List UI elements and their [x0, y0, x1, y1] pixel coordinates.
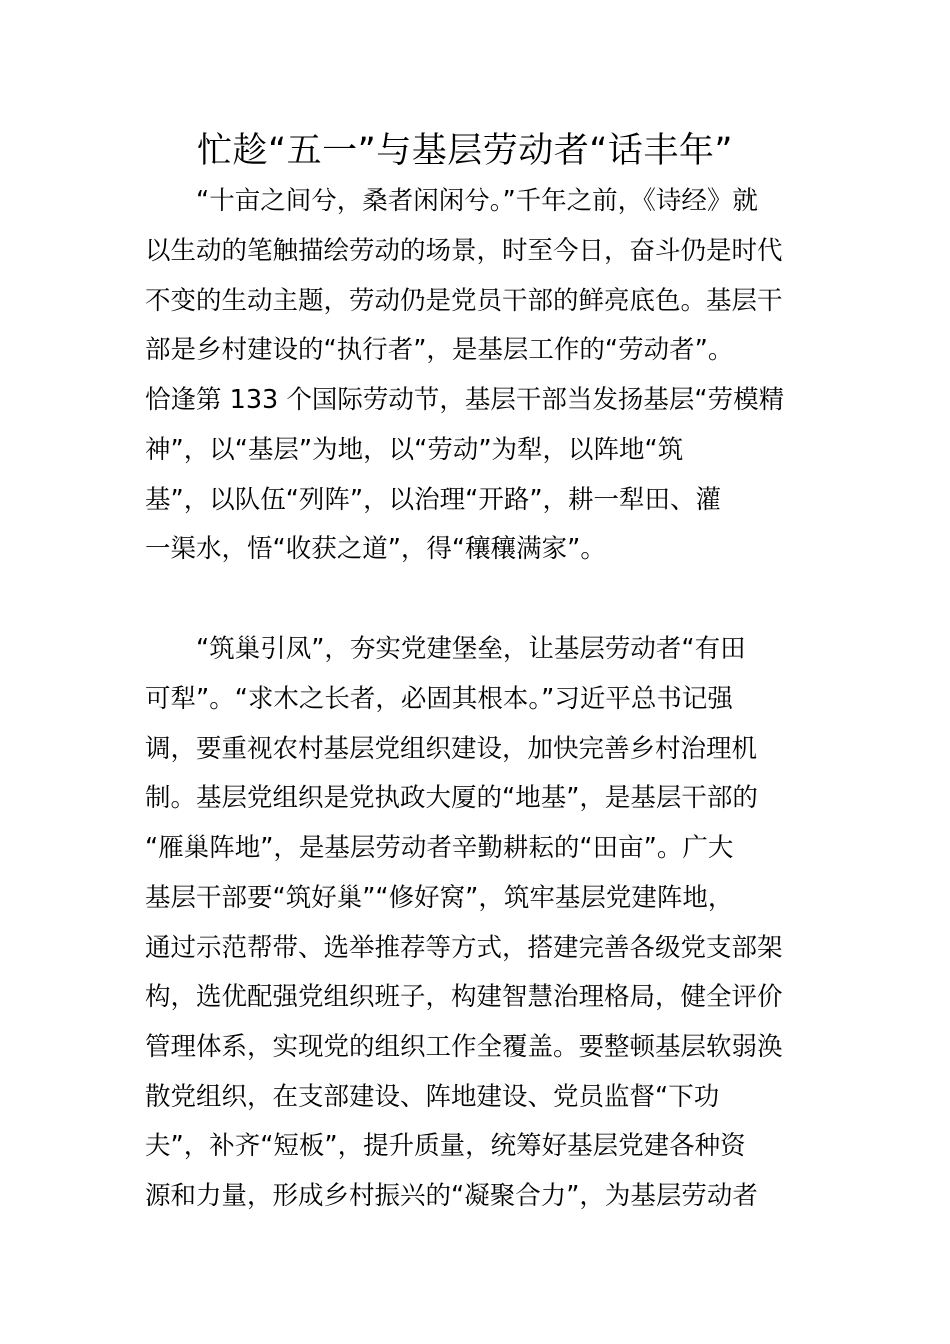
paragraph-line: “十亩之间兮，桑者闲闲兮。”千年之前，《诗经》就	[196, 186, 758, 216]
paragraph-line: 恰逢第 133 个国际劳动节，基层干部当发扬基层“劳模精	[145, 385, 785, 415]
document-title: 忙趁“五一”与基层劳动者“话丰年”	[196, 131, 734, 171]
paragraph-line: “筑巢引凤”，夯实党建堡垒，让基层劳动者“有田	[196, 634, 746, 664]
paragraph-line: 调，要重视农村基层党组织建设，加快完善乡村治理机	[145, 734, 758, 764]
paragraph-line: 夫”，补齐“短板”，提升质量，统筹好基层党建各种资	[145, 1131, 746, 1161]
paragraph-line: 制。基层党组织是党执政大厦的“地基”，是基层干部的	[145, 783, 758, 813]
paragraph-line: 不变的生动主题，劳动仍是党员干部的鲜亮底色。基层干	[145, 286, 783, 316]
paragraph-line: 源和力量，形成乡村振兴的“凝聚合力”，为基层劳动者	[145, 1181, 758, 1211]
paragraph-line: 一渠水，悟“收获之道”，得“穰穰满家”。	[145, 534, 606, 564]
paragraph-line: 通过示范帮带、选举推荐等方式，搭建完善各级党支部架	[145, 933, 783, 963]
paragraph-line: “雁巢阵地”，是基层劳动者辛勤耕耘的“田亩”。广大	[145, 833, 734, 863]
paragraph-line: 构，选优配强党组织班子，构建智慧治理格局，健全评价	[145, 982, 783, 1012]
paragraph-line: 可犁”。“求木之长者，必固其根本。”习近平总书记强	[145, 684, 733, 714]
paragraph-line: 散党组织，在支部建设、阵地建设、党员监督“下功	[145, 1082, 720, 1112]
paragraph-line: 以生动的笔触描绘劳动的场景，时至今日，奋斗仍是时代	[145, 236, 783, 266]
paragraph-line: 神”，以“基层”为地，以“劳动”为犁，以阵地“筑	[145, 435, 684, 465]
paragraph-line: 管理体系，实现党的组织工作全覆盖。要整顿基层软弱涣	[145, 1032, 783, 1062]
paragraph-line: 基”，以队伍“列阵”，以治理“开路”，耕一犁田、灌	[145, 485, 722, 515]
paragraph-line: 基层干部要“筑好巢”“修好窝”，筑牢基层党建阵地，	[145, 883, 734, 913]
paragraph-line: 部是乡村建设的“执行者”，是基层工作的“劳动者”。	[145, 335, 734, 365]
